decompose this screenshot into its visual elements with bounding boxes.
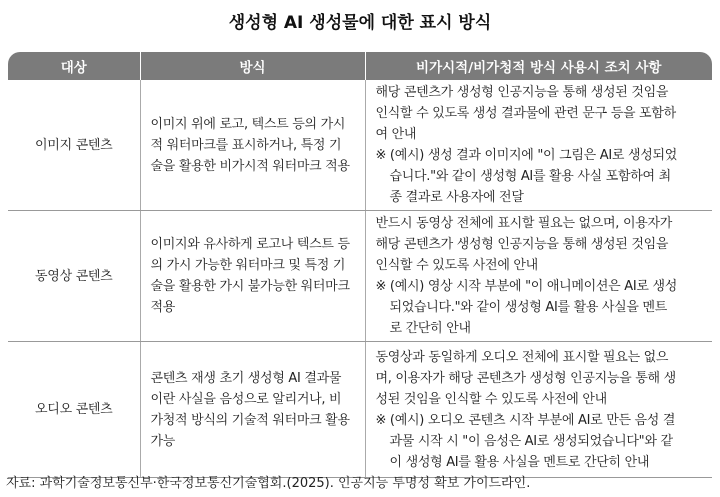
method-line: 술을 활용한 비가시적 워터마크 적용 bbox=[150, 158, 350, 174]
action-cell bbox=[365, 342, 712, 478]
table-header-row bbox=[8, 52, 712, 80]
page-title: 생성형 AI 생성물에 대한 표시 방식 bbox=[228, 13, 492, 33]
target-cell bbox=[8, 80, 140, 211]
action-line: 해당 콘텐츠가 생성형 인공지능을 통해 생성된 것임을 bbox=[375, 237, 669, 252]
table-row bbox=[8, 80, 712, 211]
action-cell bbox=[365, 211, 712, 342]
method-line: 이란 사실을 음성으로 알리거나, 비 bbox=[150, 391, 342, 407]
action-line: 해당 콘텐츠가 생성형 인공지능을 통해 생성된 것임을 bbox=[375, 85, 669, 100]
target-cell bbox=[8, 342, 140, 478]
method-line: 의 가시 가능한 워터마크 및 특정 기 bbox=[150, 258, 346, 273]
method-line: 콘텐츠 재생 초기 생성형 AI 결과물 bbox=[150, 370, 342, 386]
header-method: 방식 bbox=[140, 52, 365, 80]
example-note-line: 습니다."와 같이 생성형 AI를 활용 사실 포함하여 최 bbox=[389, 169, 671, 184]
example-note-line: 되었습니다."와 같이 생성형 AI를 활용 사실을 멘트 bbox=[389, 300, 668, 315]
display-method-table bbox=[8, 52, 712, 478]
action-line: 인식할 수 있도록 생성 결과물에 관련 문구 등을 포함하 bbox=[375, 106, 676, 121]
action-line: 인식할 수 있도록 사전에 안내 bbox=[375, 258, 538, 273]
header-action: 비가시적/비가청적 방식 사용시 조치 사항 bbox=[365, 52, 712, 80]
method-cell bbox=[140, 80, 365, 211]
target-label: 동영상 콘텐츠 bbox=[35, 268, 113, 284]
example-note-line: ※ (예시) 생성 결과 이미지에 "이 그림은 AI로 생성되었 bbox=[375, 148, 678, 163]
method-line: 가능 bbox=[150, 433, 176, 449]
action-line: 여 안내 bbox=[375, 127, 417, 142]
action-line: 며, 이용자가 해당 콘텐츠가 생성형 인공지능을 통해 생 bbox=[375, 370, 676, 386]
action-line: 동영상과 동일하게 오디오 전체에 표시할 필요는 없으 bbox=[375, 349, 669, 365]
example-note-line: 로 간단히 안내 bbox=[389, 321, 471, 336]
target-label: 오디오 콘텐츠 bbox=[35, 402, 113, 417]
method-line: 적용 bbox=[150, 300, 176, 315]
table-row bbox=[8, 211, 712, 342]
method-line: 이미지 위에 로고, 텍스트 등의 가시 bbox=[150, 116, 346, 132]
method-cell bbox=[140, 211, 365, 342]
example-note-line: 종 결과로 사용자에 전달 bbox=[389, 190, 524, 205]
header-target: 대상 bbox=[8, 52, 140, 80]
example-note-line: ※ (예시) 영상 시작 부분에 "이 애니메이션은 AI로 생성 bbox=[375, 279, 678, 294]
target-label: 이미지 콘텐츠 bbox=[35, 137, 113, 153]
table-row bbox=[8, 342, 712, 478]
example-note-line: 이 생성형 AI를 활용 사실을 멘트로 간단히 안내 bbox=[389, 454, 650, 470]
method-line: 적 워터마크를 표시하거나, 특정 기 bbox=[150, 137, 342, 153]
action-line: 반드시 동영상 전체에 표시할 필요는 없으며, 이용자가 bbox=[375, 216, 673, 231]
target-cell bbox=[8, 211, 140, 342]
method-cell bbox=[140, 342, 365, 478]
action-cell bbox=[365, 80, 712, 211]
example-note-line: ※ (예시) 오디오 콘텐츠 시작 부분에 AI로 만든 음성 결 bbox=[375, 412, 676, 428]
method-line: 이미지와 유사하게 로고나 텍스트 등 bbox=[150, 237, 350, 252]
action-line: 성된 것임을 인식할 수 있도록 사전에 안내 bbox=[375, 391, 607, 407]
source-footnote: 자료: 과학기술정보통신부·한국정보통신기술협회.(2025). 인공지능 투명성 확보 가이드라인. bbox=[6, 476, 531, 491]
method-line: 가청적 방식의 기술적 워터마크 활용 bbox=[150, 412, 350, 428]
method-line: 술을 활용한 가시 불가능한 워터마크 bbox=[150, 279, 350, 294]
example-note-line: 과물 시작 시 "이 음성은 AI로 생성되었습니다"와 같 bbox=[389, 433, 673, 449]
